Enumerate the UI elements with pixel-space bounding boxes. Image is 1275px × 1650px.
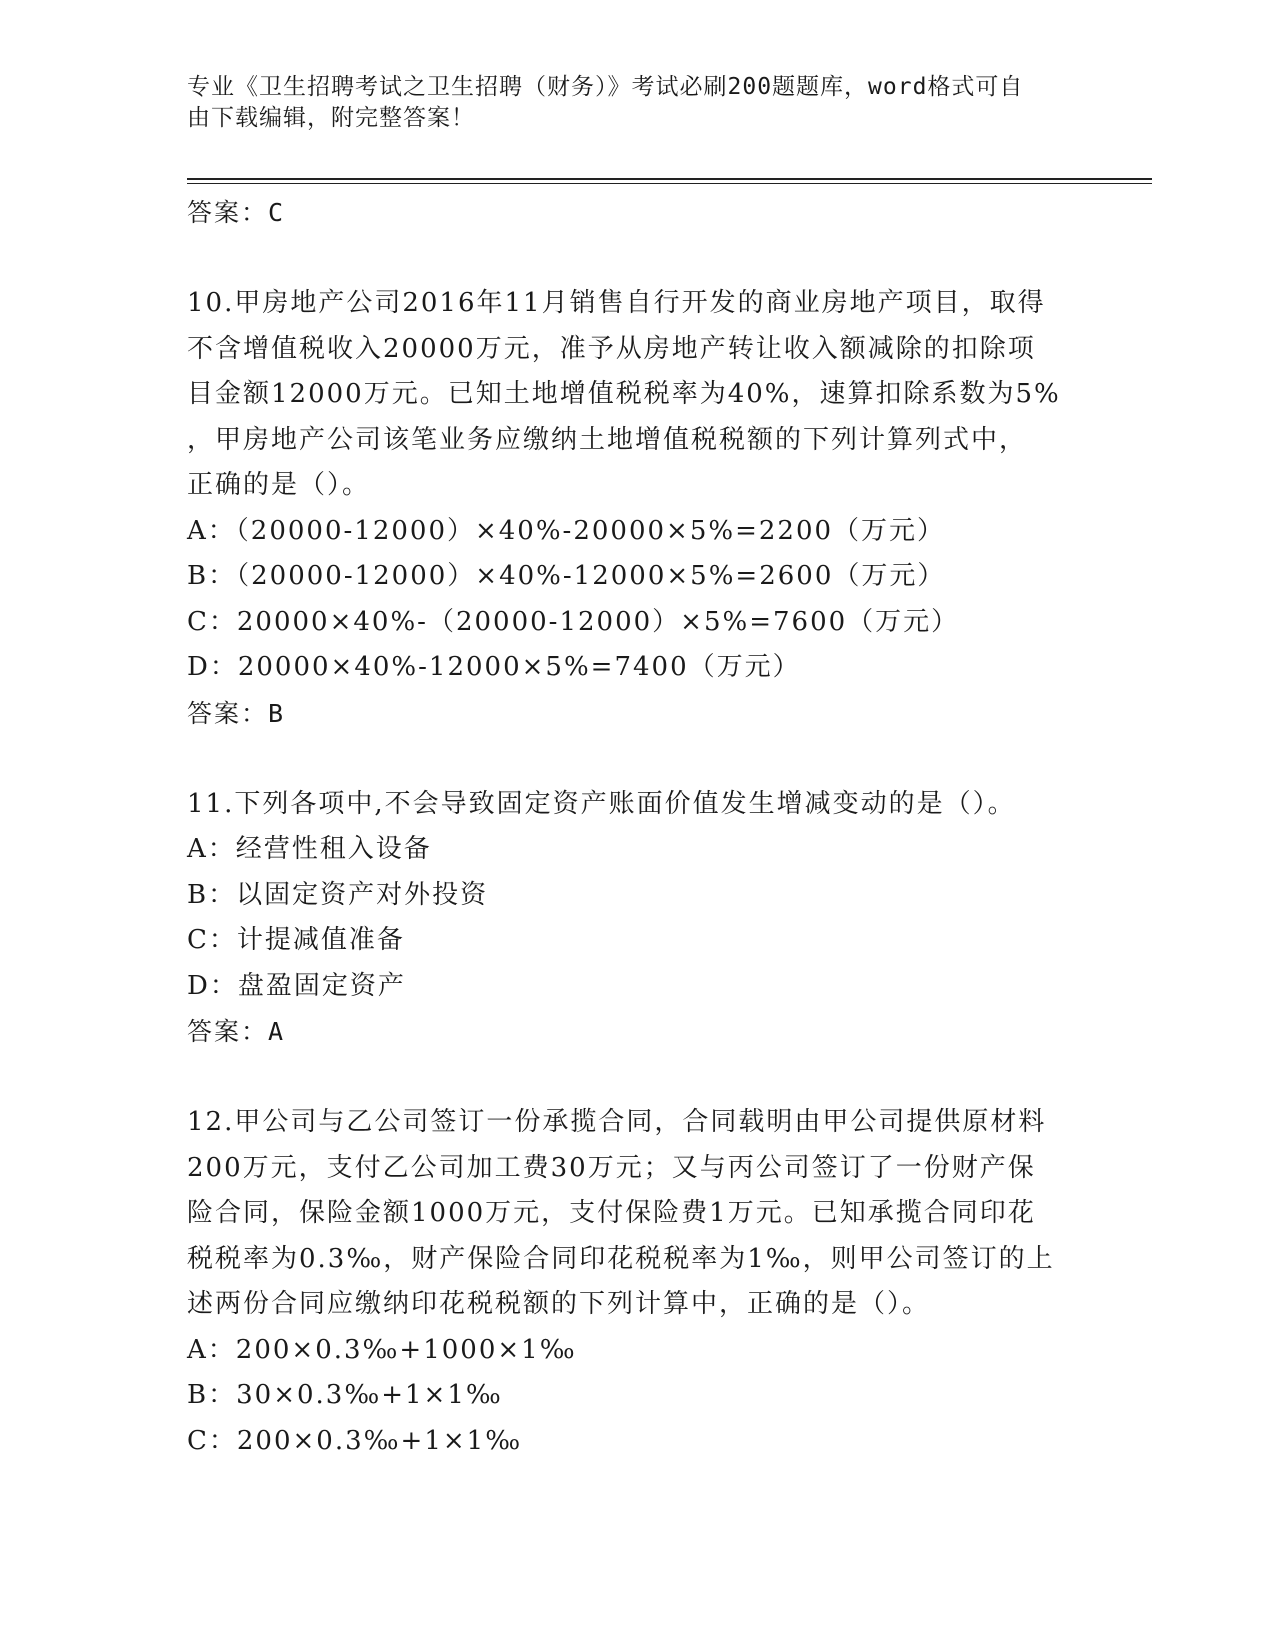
answer-label: 答案：C [187,198,286,227]
option-c: C：20000×40%-（20000-12000）×5%=7600（万元） [187,606,960,637]
spacer [187,236,1067,282]
question-10-stem [187,281,1067,509]
page-header [187,72,1067,134]
spacer [187,736,1067,782]
header-divider-thin [187,183,1152,184]
question-stem-line: 税税率为0.3‰，财产保险合同印花税税率为1‰，则甲公司签订的上 [187,1243,1055,1274]
option-d: D：盘盈固定资产 [187,970,406,1001]
option-b: B：（20000-12000）×40%-12000×5%=2600（万元） [187,561,946,591]
option-a: A：经营性租入设备 [187,834,432,864]
question-stem-line: 不含增值税收入20000万元，准予从房地产转让收入额减除的扣除项 [187,333,1036,364]
option-c: C：计提减值准备 [187,925,405,955]
question-stem-line: 正确的是（）。 [187,470,371,500]
question-stem-line: 述两份合同应缴纳印花税税额的下列计算中，正确的是（）。 [187,1289,931,1319]
question-content [187,190,1067,1464]
answer-label: 答案：B [187,698,286,728]
question-11-stem [187,782,1067,828]
answer-label: 答案：A [187,1017,286,1046]
question-stem-line: 12.甲公司与乙公司签订一份承揽合同，合同载明由甲公司提供原材料 [187,1107,1047,1137]
option-a: A：200×0.3‰+1000×1‰ [187,1334,577,1365]
question-stem-line: ，甲房地产公司该笔业务应缴纳土地增值税税额的下列计算列式中， [187,424,1028,455]
header-divider [187,178,1152,180]
question-stem-line: 目金额12000万元。已知土地增值税税率为40%，速算扣除系数为5% [187,379,1061,409]
header-line-2: 由下载编辑，附完整答案！ [187,105,475,131]
question-stem-line: 11.下列各项中,不会导致固定资产账面价值发生增减变动的是（）。 [187,788,1016,819]
option-b: B：30×0.3‰+1×1‰ [187,1380,503,1410]
option-c: C：200×0.3‰+1×1‰ [187,1425,523,1456]
option-b: B：以固定资产对外投资 [187,879,489,910]
option-a: A：（20000-12000）×40%-20000×5%=2200（万元） [187,515,946,546]
option-d: D：20000×40%-12000×5%=7400（万元） [187,652,801,682]
question-stem-line: 10.甲房地产公司2016年11月销售自行开发的商业房地产项目，取得 [187,288,1046,318]
spacer [187,1055,1067,1101]
question-stem-line: 200万元，支付乙公司加工费30万元；又与丙公司签订了一份财产保 [187,1152,1036,1183]
question-12-stem [187,1100,1067,1328]
header-line-1: 专业《卫生招聘考试之卫生招聘（财务）》考试必刷200题题库，word格式可自 [187,74,1024,100]
question-stem-line: 险合同，保险金额1000万元，支付保险费1万元。已知承揽合同印花 [187,1198,1036,1228]
